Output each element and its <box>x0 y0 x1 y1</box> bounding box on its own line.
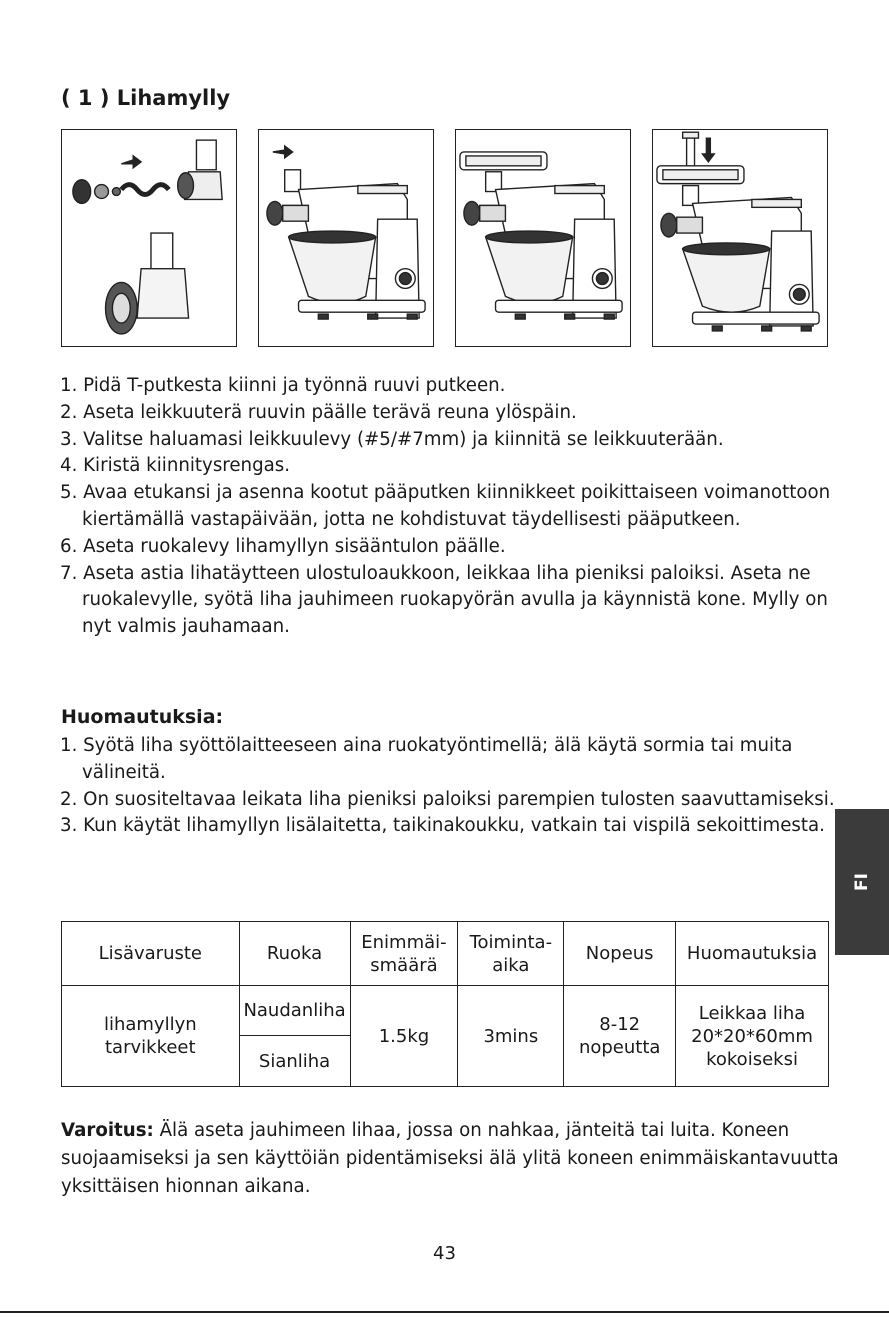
header-cell: Enimmäi- smäärä <box>350 922 458 986</box>
note-3: 3. Kun käytät lihamyllyn lisälaitetta, taikinakoukku, vatkain tai vispilä sekoittimesta. <box>60 815 825 837</box>
step-1: 1. Pidä T-putkesta kiinni ja työnnä ruuvi putkeen. <box>60 375 506 396</box>
speed-cell: 8-12 nopeutta <box>564 986 676 1087</box>
header-cell: Lisävaruste <box>62 922 240 986</box>
meat-grinder-parts-illustration <box>62 130 236 346</box>
step-3: 3. Valitse haluamasi leikkuulevy (#5/#7mm) ja kiinnitä se leikkuuterään. <box>60 428 724 450</box>
step-2: 2. Aseta leikkuuterä ruuvin päälle terävä reuna ylöspäin. <box>60 401 577 423</box>
bottom-divider <box>0 1311 889 1313</box>
max-amount-cell: 1.5kg <box>350 986 458 1087</box>
mixer-with-tray-illustration <box>456 130 630 346</box>
figure-place-food-tray <box>455 129 631 347</box>
food-cell-beef: Naudanliha <box>239 986 350 1036</box>
header-cell: Ruoka <box>239 922 350 986</box>
mixer-with-pusher-illustration <box>653 130 827 346</box>
header-cell: Toiminta- aika <box>458 922 564 986</box>
note-2: 2. On suositeltavaa leikata liha pieniksi paloiksi parempien tulosten saavuttamiseksi. <box>60 788 835 810</box>
food-cell-pork: Sianliha <box>239 1036 350 1087</box>
header-cell: Nopeus <box>564 922 676 986</box>
note-1: 1. Syötä liha syöttölaitteeseen aina ruokatyöntimellä; älä käytä sormia tai muita välineitä. <box>60 735 793 783</box>
figure-attach-to-mixer <box>258 129 434 347</box>
mixer-with-grinder-illustration <box>259 130 433 346</box>
spec-table <box>61 921 829 1087</box>
step-7: 7. Aseta astia lihatäytteen ulostuloaukkoon, leikkaa liha pieniksi paloiksi. Aseta ne ruokalevylle, syötä liha jauhimeen ruokapyörän avulla ja käynnistä kone. Mylly on nyt valmis jauhamaan. <box>60 562 828 638</box>
header-cell: Huomautuksia <box>676 922 829 986</box>
notes-heading: Huomautuksia: <box>61 706 224 728</box>
page-number: 43 <box>433 1243 456 1264</box>
warning-label: Varoitus: <box>61 1120 154 1141</box>
illustration-row <box>61 129 830 349</box>
section-heading: ( 1 ) Lihamylly <box>61 86 231 110</box>
language-tab-label: FI <box>852 873 872 891</box>
notes-list <box>60 733 850 840</box>
step-5: 5. Avaa etukansi ja asenna kootut pääputken kiinnikkeet poikittaiseen voimanottoon kiertämällä vastapäivään, jotta ne kohdistuvat täydellisesti pääputkeen. <box>60 482 831 530</box>
warning-paragraph <box>61 1117 841 1201</box>
figure-assembly-parts <box>61 129 237 347</box>
instruction-steps <box>60 373 850 641</box>
table-row <box>62 986 829 1036</box>
step-6: 6. Aseta ruokalevy lihamyllyn sisääntulon päälle. <box>60 535 506 557</box>
figure-insert-pusher <box>652 129 828 347</box>
warning-text: Älä aseta jauhimeen lihaa, jossa on nahkaa, jänteitä tai luita. Koneen suojaamiseksi ja sen käyttöiän pidentämiseksi älä ylitä koneen enimmäiskantavuutta yksittäisen hionnan aikana. <box>61 1120 839 1197</box>
language-tab <box>835 809 889 955</box>
table-header-row <box>62 922 829 986</box>
time-cell: 3mins <box>458 986 564 1087</box>
accessory-cell: lihamyllyn tarvikkeet <box>62 986 240 1087</box>
step-4: 4. Kiristä kiinnitysrengas. <box>60 455 291 477</box>
note-cell: Leikkaa liha 20*20*60mm kokoiseksi <box>676 986 829 1087</box>
